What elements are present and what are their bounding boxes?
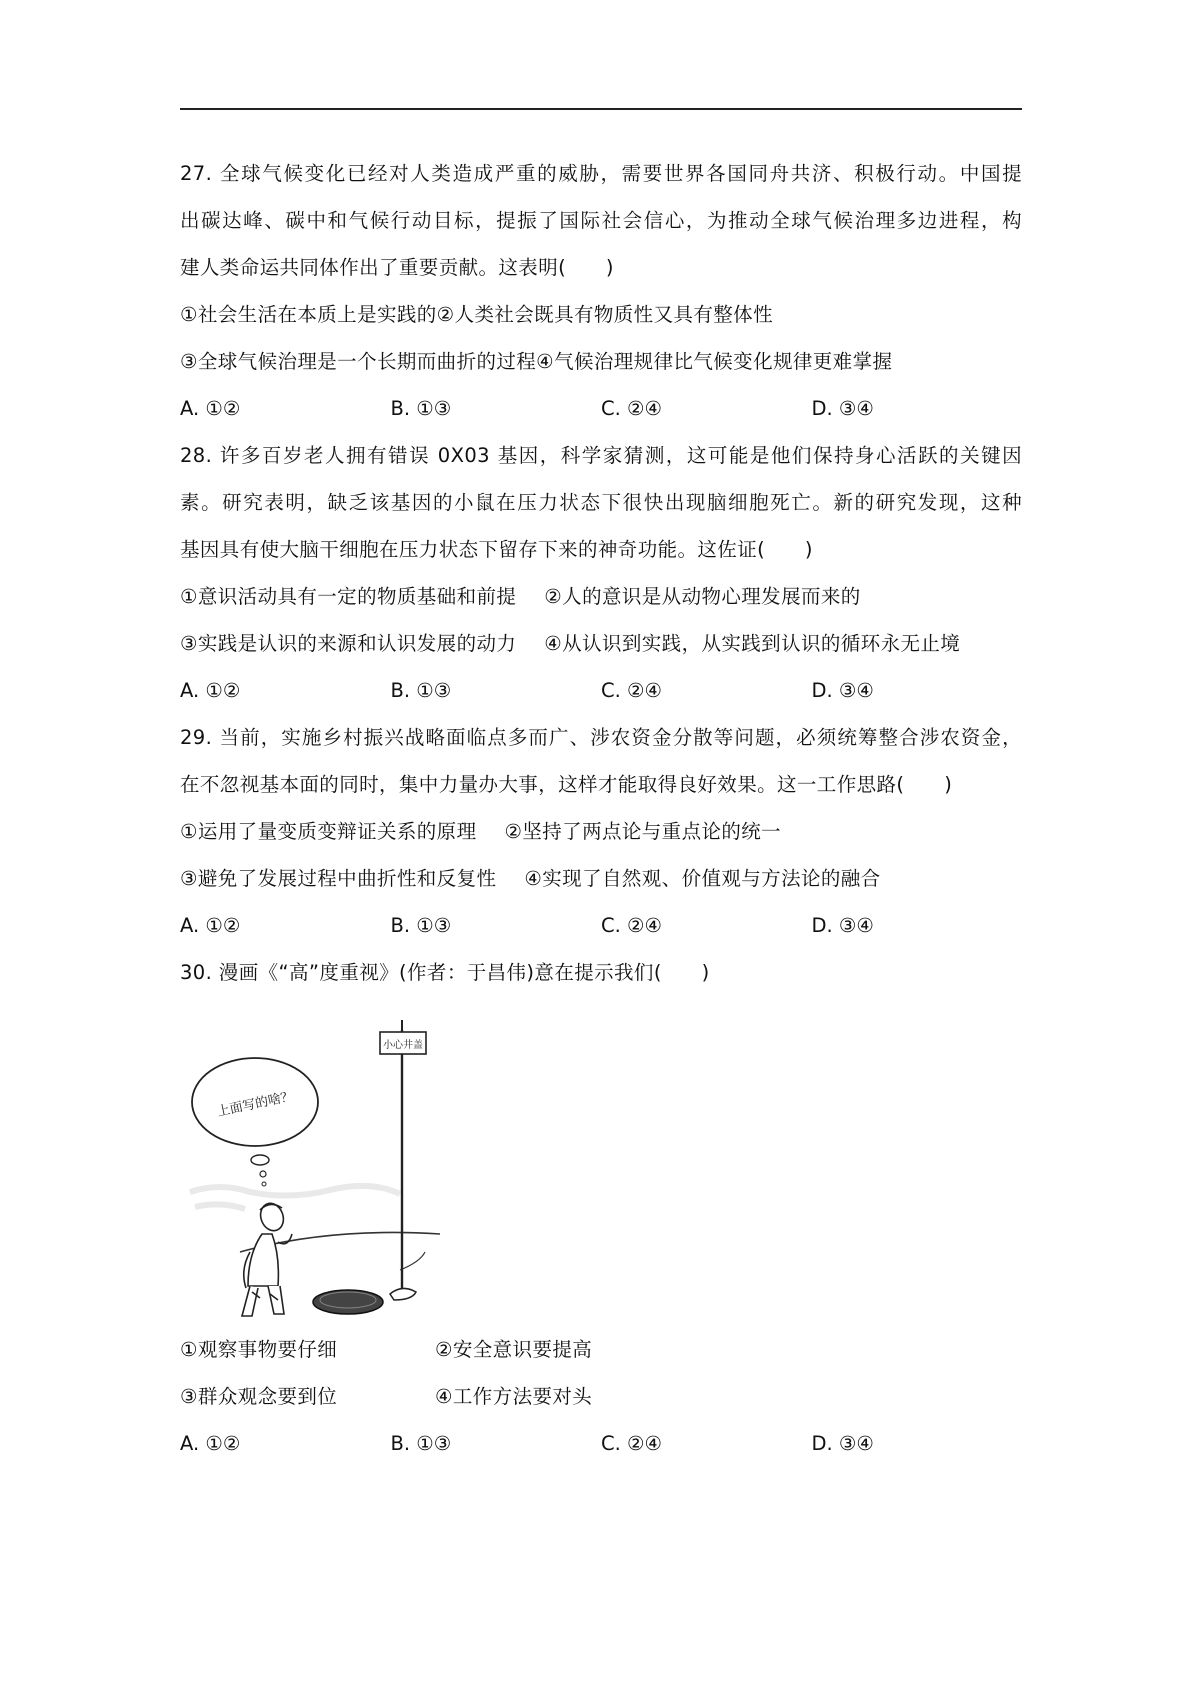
- statement-line: [180, 1373, 1022, 1420]
- option-b: B. ①③: [390, 914, 452, 937]
- option-b: B. ①③: [390, 679, 452, 702]
- statement-4: ④从认识到实践，从实践到认识的循环永无止境: [544, 632, 961, 655]
- question-stem-line: 27. 全球气候变化已经对人类造成严重的威胁，需要世界各国同舟共济、积极行动。中国提: [180, 162, 1022, 185]
- statement-2: ②安全意识要提高: [435, 1338, 593, 1361]
- statement-3: ③避免了发展过程中曲折性和反复性: [180, 867, 497, 890]
- answer-options: [180, 1420, 1022, 1467]
- statement-3: ③群众观念要到位: [180, 1385, 338, 1408]
- statement-line: [180, 855, 1022, 902]
- option-b: B. ①③: [390, 1432, 452, 1455]
- statement-2: ②人的意识是从动物心理发展而来的: [544, 585, 861, 608]
- option-d: D. ③④: [811, 914, 874, 937]
- statement-line: [180, 573, 1022, 620]
- option-d: D. ③④: [811, 679, 874, 702]
- question-stem-line: 建人类命运共同体作出了重要贡献。这表明( ): [180, 256, 614, 279]
- statement-line: [180, 1326, 1022, 1373]
- option-a: A. ①②: [180, 397, 241, 420]
- question-30: [180, 949, 1022, 1467]
- option-c: C. ②④: [601, 397, 662, 420]
- question-29: [180, 714, 1022, 949]
- statement-3: ③实践是认识的来源和认识发展的动力: [180, 632, 517, 655]
- option-d: D. ③④: [811, 1432, 874, 1455]
- header-rule: [180, 108, 1022, 110]
- option-a: A. ①②: [180, 679, 241, 702]
- option-b: B. ①③: [390, 397, 452, 420]
- answer-options: [180, 385, 1022, 432]
- option-c: C. ②④: [601, 679, 662, 702]
- option-a: A. ①②: [180, 1432, 241, 1455]
- question-stem-line: 素。研究表明，缺乏该基因的小鼠在压力状态下很快出现脑细胞死亡。新的研究发现，这种: [180, 491, 1022, 514]
- question-stem-line: 29. 当前，实施乡村振兴战略面临点多而广、涉农资金分散等问题，必须统筹整合涉农资金，: [180, 726, 1022, 749]
- statement-4: ④工作方法要对头: [435, 1385, 593, 1408]
- question-stem-line: 28. 许多百岁老人拥有错误 0X03 基因，科学家猜测，这可能是他们保持身心活跃的关键因: [180, 444, 1022, 467]
- open-manhole: [313, 1290, 383, 1314]
- cartoon-illustration: [180, 1002, 450, 1320]
- statement-2: ②坚持了两点论与重点论的统一: [504, 820, 782, 843]
- person-looking-up: [242, 1200, 292, 1316]
- statement-line: ③全球气候治理是一个长期而曲折的过程④气候治理规律比气候变化规律更难掌握: [180, 350, 893, 373]
- question-27: [180, 150, 1022, 432]
- statement-1: ①意识活动具有一定的物质基础和前提: [180, 585, 517, 608]
- question-28: [180, 432, 1022, 714]
- statement-line: [180, 808, 1022, 855]
- option-d: D. ③④: [811, 397, 874, 420]
- thought-bubble-text: 上面写的啥？: [215, 1088, 296, 1120]
- question-stem-line: 出碳达峰、碳中和气候行动目标，提振了国际社会信心，为推动全球气候治理多边进程，构: [180, 209, 1022, 232]
- statement-line: ①社会生活在本质上是实践的②人类社会既具有物质性又具有整体性: [180, 303, 773, 326]
- warning-sign-text: 小心井盖: [383, 1040, 423, 1051]
- statement-4: ④实现了自然观、价值观与方法论的融合: [524, 867, 881, 890]
- answer-options: [180, 902, 1022, 949]
- option-c: C. ②④: [601, 1432, 662, 1455]
- statement-1: ①运用了量变质变辩证关系的原理: [180, 820, 477, 843]
- statement-line: [180, 620, 1022, 667]
- question-stem-line: 在不忽视基本面的同时，集中力量办大事，这样才能取得良好效果。这一工作思路( ): [180, 773, 953, 796]
- statement-1: ①观察事物要仔细: [180, 1338, 338, 1361]
- question-stem-line: 30. 漫画《“高”度重视》(作者：于昌伟)意在提示我们( ): [180, 961, 710, 984]
- question-stem-line: 基因具有使大脑干细胞在压力状态下留存下来的神奇功能。这佐证( ): [180, 538, 813, 561]
- page-content: [180, 150, 1022, 1467]
- option-c: C. ②④: [601, 914, 662, 937]
- option-a: A. ①②: [180, 914, 241, 937]
- answer-options: [180, 667, 1022, 714]
